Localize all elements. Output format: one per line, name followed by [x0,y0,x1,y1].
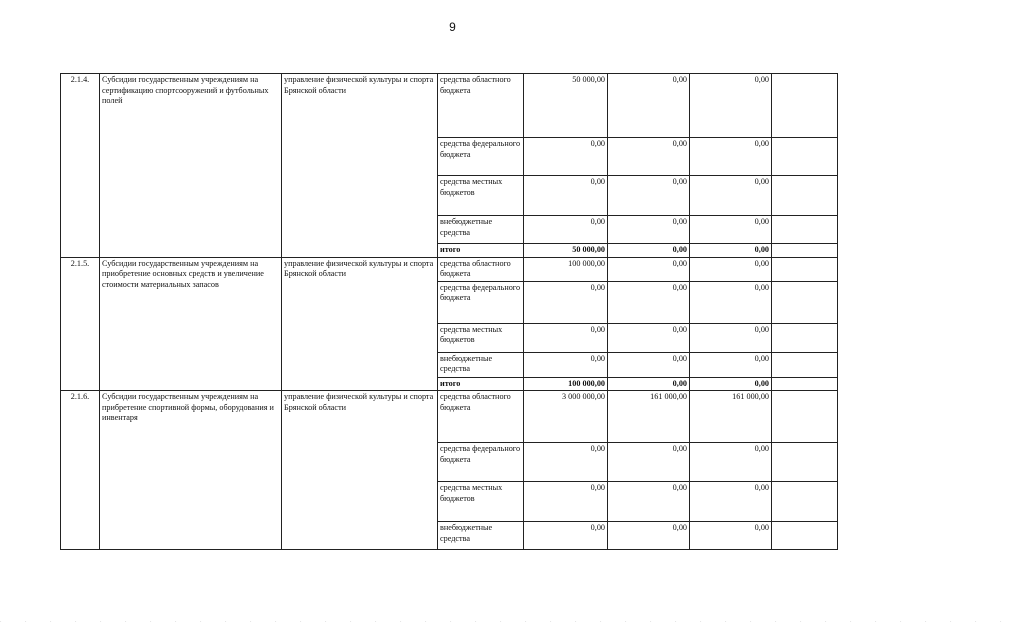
amount-cell: 0,00 [524,323,608,352]
amount-cell: 0,00 [608,352,690,377]
amount-cell: 0,00 [608,443,690,482]
item-name: Субсидии государственным учреждениям на прибретение спортивной формы, оборудования и инвентаря [100,391,282,550]
item-executor: управление физической культуры и спорта Брянской области [282,391,438,550]
amount-cell: 0,00 [608,244,690,258]
funding-source: средства федерального бюджета [438,281,524,323]
item-code: 2.1.6. [61,391,100,550]
empty-cell [772,216,838,244]
funding-source: внебюджетные средства [438,352,524,377]
amount-cell: 0,00 [690,352,772,377]
amount-cell: 0,00 [690,216,772,244]
amount-cell: 0,00 [690,522,772,550]
empty-cell [772,74,838,138]
amount-cell: 0,00 [524,138,608,176]
funding-source: средства федерального бюджета [438,443,524,482]
amount-cell: 50 000,00 [524,74,608,138]
amount-cell: 100 000,00 [524,377,608,391]
budget-table [60,73,838,550]
amount-cell: 0,00 [690,74,772,138]
amount-cell: 0,00 [524,176,608,216]
amount-cell: 0,00 [524,352,608,377]
amount-cell: 0,00 [608,176,690,216]
item-executor: управление физической культуры и спорта Брянской области [282,74,438,258]
amount-cell: 0,00 [690,138,772,176]
amount-cell: 50 000,00 [524,244,608,258]
empty-cell [772,176,838,216]
amount-cell: 0,00 [608,216,690,244]
empty-cell [772,257,838,281]
scan-artifact: . . . . . . . . . . . . . . . . . . . . . . . . . . . . . . . . . . . . . . . . . [0,618,1013,624]
empty-cell [772,482,838,522]
amount-cell: 0,00 [608,74,690,138]
amount-cell: 0,00 [690,482,772,522]
table-row [61,257,838,281]
empty-cell [772,244,838,258]
amount-cell: 0,00 [608,377,690,391]
amount-cell: 0,00 [608,323,690,352]
empty-cell [772,281,838,323]
amount-cell: 0,00 [690,281,772,323]
amount-cell: 0,00 [524,281,608,323]
amount-cell: 0,00 [524,216,608,244]
funding-source: итого [438,244,524,258]
amount-cell: 0,00 [608,257,690,281]
item-executor: управление физической культуры и спорта Брянской области [282,257,438,391]
funding-source: средства федерального бюджета [438,138,524,176]
funding-source: внебюджетные средства [438,216,524,244]
funding-source: внебюджетные средства [438,522,524,550]
amount-cell: 0,00 [608,522,690,550]
amount-cell: 100 000,00 [524,257,608,281]
amount-cell: 0,00 [690,323,772,352]
amount-cell: 0,00 [524,522,608,550]
amount-cell: 0,00 [608,138,690,176]
amount-cell: 0,00 [690,176,772,216]
empty-cell [772,352,838,377]
funding-source: средства областного бюджета [438,74,524,138]
empty-cell [772,323,838,352]
amount-cell: 0,00 [524,443,608,482]
table-row [61,391,838,443]
empty-cell [772,391,838,443]
page-number: 9 [449,20,456,34]
funding-source: средства областного бюджета [438,257,524,281]
amount-cell: 161 000,00 [690,391,772,443]
empty-cell [772,522,838,550]
funding-source: средства областного бюджета [438,391,524,443]
empty-cell [772,377,838,391]
amount-cell: 3 000 000,00 [524,391,608,443]
amount-cell: 161 000,00 [608,391,690,443]
item-name: Субсидии государственным учреждениям на сертификацию спортсооружений и футбольных полей [100,74,282,258]
amount-cell: 0,00 [690,257,772,281]
amount-cell: 0,00 [524,482,608,522]
amount-cell: 0,00 [608,482,690,522]
item-code: 2.1.4. [61,74,100,258]
amount-cell: 0,00 [690,443,772,482]
amount-cell: 0,00 [690,377,772,391]
empty-cell [772,443,838,482]
item-name: Субсидии государственным учреждениям на приобретение основных средств и увеличение стоимости материальных запасов [100,257,282,391]
funding-source: средства местных бюджетов [438,323,524,352]
empty-cell [772,138,838,176]
funding-source: итого [438,377,524,391]
table-row [61,74,838,138]
amount-cell: 0,00 [690,244,772,258]
funding-source: средства местных бюджетов [438,176,524,216]
funding-source: средства местных бюджетов [438,482,524,522]
item-code: 2.1.5. [61,257,100,391]
amount-cell: 0,00 [608,281,690,323]
